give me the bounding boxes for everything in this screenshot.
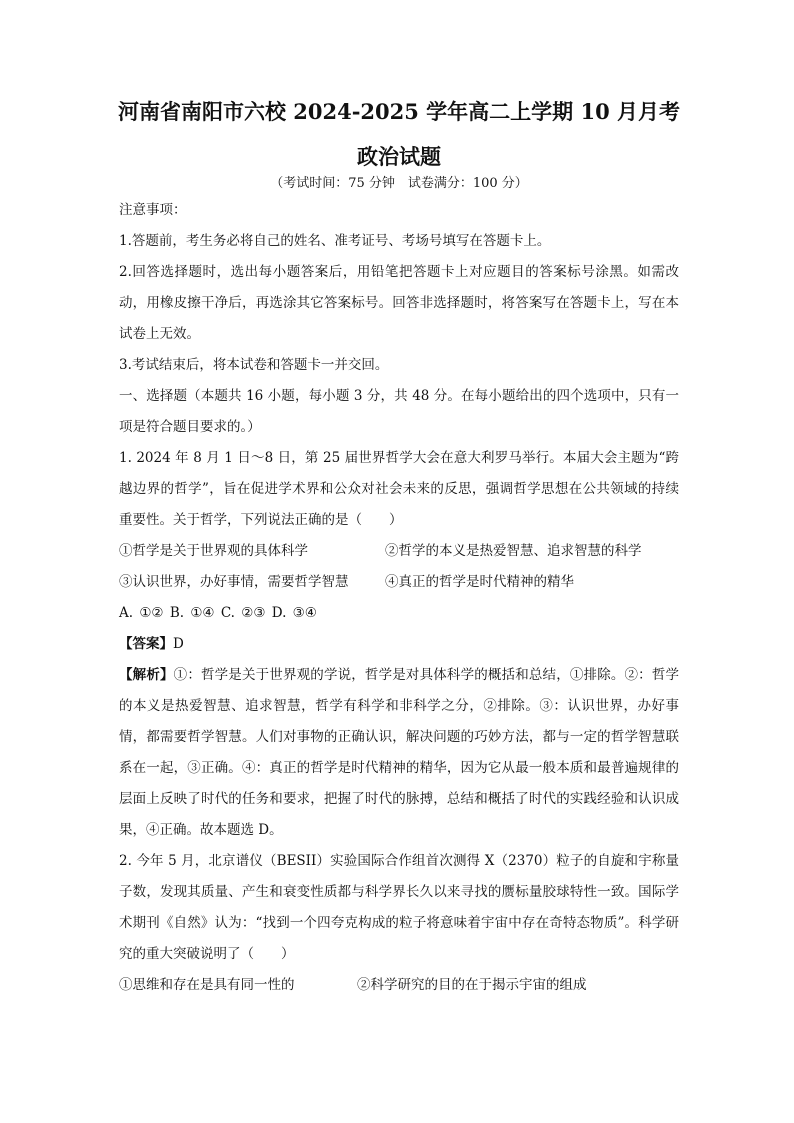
question-1-option-2: ②哲学的本义是热爱智慧、追求智慧的科学 <box>385 543 642 559</box>
note-item-3: 3.考试结束后，将本试卷和答题卡一并交回。 <box>119 357 389 373</box>
question-1-analysis <box>119 660 679 846</box>
analysis-tag: 【解析】 <box>119 667 174 683</box>
note-item-2: 2.回答选择题时，选出每小题答案后，用铅笔把答题卡上对应题目的答案标号涂黑。如需改动，用橡皮擦干净后，再选涂其它答案标号。回答非选择题时，将答案写在答题卡上，写在本试卷上无效。 <box>119 264 679 342</box>
question-1-answer <box>119 629 679 660</box>
question-1-options-row-2 <box>119 567 679 598</box>
note-item-1: 1.答题前，考生务必将自己的姓名、准考证号、考场号填写在答题卡上。 <box>119 233 551 249</box>
analysis-text: ①：哲学是关于世界观的学说，哲学是对具体科学的概括和总结，①排除。②：哲学的本义是热爱智慧、追求智慧，哲学有科学和非科学之分，②排除。③：认识世界，办好事情，都需要哲学智慧。人们对事物的正确认识，解决问题的巧妙方法，都与一定的哲学智慧联系在一起，③正确。④：真正的哲学是时代精神的精华，因为它从最一般本质和最普遍规律的层面上反映了时代的任务和要求，把握了时代的脉搏，总结和概括了时代的实践经验和认识成果，④正确。故本题选 D。 <box>119 667 680 838</box>
exam-info: （考试时间：75 分钟 试卷满分：100 分） <box>270 176 528 191</box>
answer-tag: 【答案】 <box>119 636 173 652</box>
question-2-options-row-1 <box>119 970 679 1001</box>
question-1-option-1: ①哲学是关于世界观的具体科学 <box>119 543 308 559</box>
question-1-option-3: ③认识世界，办好事情，需要哲学智慧 <box>119 574 349 590</box>
question-1-options-row-1 <box>119 536 679 567</box>
question-1-choices: A. ①② B. ①④ C. ②③ D. ③④ <box>119 605 317 621</box>
question-2-option-2: ②科学研究的目的在于揭示宇宙的组成 <box>357 977 587 993</box>
notes-heading: 注意事项： <box>119 202 187 218</box>
question-1-stem: 1. 2024 年 8 月 1 日～8 日，第 25 届世界哲学大会在意大利罗马举行。本届大会主题为“跨越边界的哲学”，旨在促进学术界和公众对社会未来的反思，强调哲学思想在公共领域的持续重要性。关于哲学，下列说法正确的是（ ） <box>119 450 679 528</box>
question-2-stem: 2. 今年 5 月，北京谱仪（BESII）实验国际合作组首次测得 X（2370）粒子的自旋和宇称量子数，发现其质量、产生和衰变性质都与科学界长久以来寻找的赝标量胶球特性一致。国际学术期刊《自然》认为：“找到一个四夸克构成的粒子将意味着宇宙中存在奇特态物质”。科学研究的重大突破说明了（ ） <box>119 853 679 962</box>
page-title: 河南省南阳市六校 2024-2025 学年高二上学期 10 月月考 <box>117 99 681 124</box>
question-2-option-1: ①思维和存在是具有同一性的 <box>119 977 295 993</box>
page-content <box>119 98 679 1001</box>
question-1-option-4: ④真正的哲学是时代精神的精华 <box>385 574 574 590</box>
answer-value: D <box>173 636 184 652</box>
section-heading: 一、选择题（本题共 16 小题，每小题 3 分，共 48 分。在每小题给出的四个选项中，只有一项是符合题目要求的。） <box>119 388 679 435</box>
page-subtitle: 政治试题 <box>357 144 441 169</box>
